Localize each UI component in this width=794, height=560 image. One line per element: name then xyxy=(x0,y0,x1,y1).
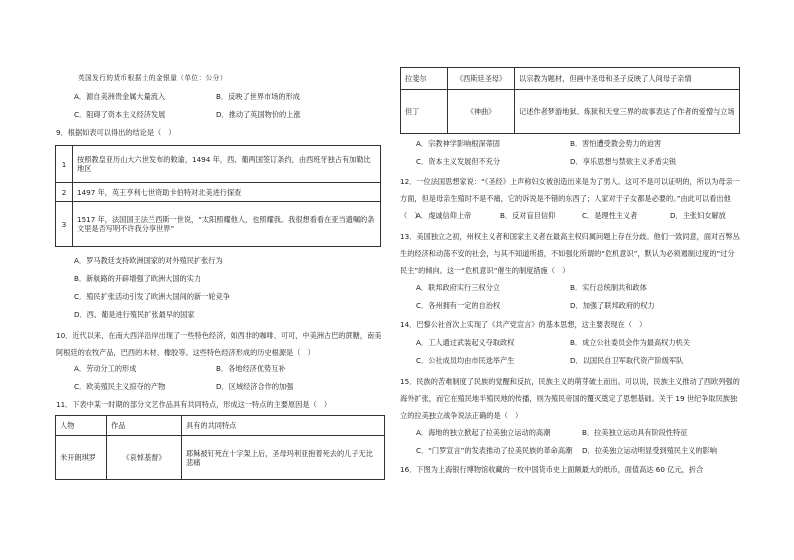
q11-feature: 耶稣被钉死在十字架上后，圣母玛利亚抱着死去的儿子无比悲痛 xyxy=(182,436,385,480)
q11-work: 《神曲》 xyxy=(448,90,515,134)
q11-person: 米开朗琪罗 xyxy=(56,436,107,480)
col-header-person: 人物 xyxy=(56,416,107,436)
q15-stem: 15．民族的苦难制度了民族的觉醒和反抗，民族主义的萌芽破土而出。可以说，民族主义推动了西欧列强的海外扩张，而它在殖民地半殖民地的传播，则为殖民帝国的覆灭奠定了思想基础。关于 19 世纪争取民族独立的拉美独立战争说法正确的是（ ） xyxy=(400,377,740,420)
table-row xyxy=(401,90,740,134)
q9-row-text: 按照教皇亚历山大六世发布的敕谕，1494 年，西、葡两国签订条约，由西班牙独占有加勒比地区 xyxy=(73,146,381,183)
q9-stem: 9．根据如表可以得出的结论是（ ） xyxy=(56,128,176,137)
col-header-feature: 具有的共同特点 xyxy=(182,416,385,436)
q11-feature: 以宗教为题材，但画中圣母和圣子反映了人间母子亲情 xyxy=(515,68,740,90)
q11-stem: 11．下表中某一时期的部分文艺作品具有共同特点，形成这一特点的主要原因是（ ） xyxy=(56,400,332,409)
q11-person: 但丁 xyxy=(401,90,448,134)
q12-option-b: B．反对盲目信仰 xyxy=(500,211,556,220)
q10-option-d: D．区域经济合作的加强 xyxy=(216,382,294,391)
q8-caption: 英国发行的货币根据士的金银量（单位：公分） xyxy=(78,74,227,82)
q15-option-a: A．海地的独立掀起了拉美独立运动的高潮 xyxy=(416,428,551,437)
q10-option-b: B．各地经济优势互补 xyxy=(216,364,286,373)
table-row xyxy=(56,183,381,202)
q12-stem: 12．一位法国思想家说：“《圣经》上声称妇女被创造出来是为了男人。这可不是可以证明的，所以为母亲一方面，但是母亲生殖时不是不痛，它的诉说是不错的东西了；人家对于子女都是必要的。”由此可以看出他（ ） xyxy=(400,177,740,220)
right-column xyxy=(400,0,794,560)
q9-option-c: C．殖民扩张活动引发了欧洲大国间的新一轮竞争 xyxy=(74,292,230,301)
q11-option-a: A．宗教神学影响根深蒂固 xyxy=(416,139,500,148)
q11-option-d: D．享乐思想与禁欲主义矛盾尖锐 xyxy=(570,157,677,166)
q13-option-b: B．实行总统制共和政体 xyxy=(570,283,647,292)
q14-option-c: C．公社成员均由市民选举产生 xyxy=(416,356,515,365)
q9-row-number: 1 xyxy=(56,146,73,183)
q14-option-b: B．成立公社委员会作为最高权力机关 xyxy=(570,338,690,347)
q10-option-c: C．欧美殖民主义掠夺的产物 xyxy=(74,382,166,391)
q9-option-b: B．新航路的开辟增强了欧洲大国的实力 xyxy=(74,274,202,283)
q15-option-d: D．拉美独立运动明显受到殖民主义的影响 xyxy=(582,446,717,455)
q11-option-b: B．害怕遭受教会势力的迫害 xyxy=(570,139,662,148)
q15-option-b: B．拉美独立运动具有阶段性特征 xyxy=(582,428,688,437)
q9-option-a: A．罗马教廷支持欧洲国家的对外殖民扩张行为 xyxy=(74,256,223,265)
q11-person: 拉斐尔 xyxy=(401,68,448,90)
q11-option-c: C．资本主义发展但不充分 xyxy=(416,157,501,166)
q10-option-a: A．劳动分工的形成 xyxy=(74,364,137,373)
q13-stem: 13．美国独立之初，州权主义者和国家主义者在最高主权归属问题上存在分歧。他们一致同意，面对百弊丛生的经济和动荡不安的社会，与其不知道所措，不如强化所谓的“危机意识”，默认为必须遏制过度的“过分民主”的倾向。这一“危机意识”催生的制度措施（ ） xyxy=(400,232,740,275)
table-row xyxy=(401,68,740,90)
q9-row-text: 1517 年，法国国王法兰西斯一世说，“太阳照耀他人，也照耀我。我很想看看在亚当遗嘱的条文里是否写明不许我分享世界” xyxy=(73,202,381,247)
table-row xyxy=(56,436,385,480)
q11-table-part2 xyxy=(400,67,740,134)
q16-stem: 16．下图为上海银行博物馆收藏的一枚中国货币史上面额最大的纸币，面值高达 60 亿元，折合 xyxy=(400,465,704,474)
q13-option-c: C．各州拥有一定的自治权 xyxy=(416,301,501,310)
q9-row-number: 3 xyxy=(56,202,73,247)
q11-work: 《西斯廷圣母》 xyxy=(448,68,515,90)
q11-work: 《哀悼基督》 xyxy=(107,436,182,480)
q8-option-c: C．阻碍了资本主义经济发展 xyxy=(74,110,166,119)
q14-stem: 14．巴黎公社首次上实现了《共产党宣言》的基本思想，这主要表现在（ ） xyxy=(400,320,647,329)
q13-option-a: A．联邦政府实行三权分立 xyxy=(416,283,500,292)
q8-option-d: D．推动了英国物价的上涨 xyxy=(216,110,301,119)
q9-row-number: 2 xyxy=(56,183,73,202)
q13-option-d: D．加强了联邦政府的权力 xyxy=(570,301,655,310)
col-header-work: 作品 xyxy=(107,416,182,436)
q14-option-a: A．工人通过武装起义夺取政权 xyxy=(416,338,515,347)
q9-table xyxy=(55,145,381,247)
q9-row-text: 1497 年，英王亨利七世资助卡伯特对北美进行探查 xyxy=(73,183,381,202)
q12-option-c: C．是理性主义者 xyxy=(582,211,638,220)
q9-option-d: D．西、葡是进行殖民扩张最早的国家 xyxy=(74,310,195,319)
table-row xyxy=(56,146,381,183)
q15-option-c: C．“门罗宣言”的发表推动了拉美民族的革命高潮 xyxy=(416,446,573,455)
q12-option-d: D．主张妇女解放 xyxy=(670,211,726,220)
q10-stem: 10．近代以来，在南大西洋沿岸出现了一些特色经济，如西非的咖啡、可可，中美洲古巴的蔗糖，南美阿根廷的农牧产品，巴西的木材、橡胶等。这些特色经济形成的历史根源是（ ） xyxy=(56,331,382,357)
table-row xyxy=(56,416,385,436)
q11-feature: 记述作者梦游地狱、炼狱和天堂三界的故事表达了作者的爱憎与立场 xyxy=(515,90,740,134)
q11-table-part1 xyxy=(55,415,385,480)
q8-option-a: A．源自美洲贵金属大量流入 xyxy=(74,92,166,101)
q14-option-d: D．以国民自卫军取代资产阶级军队 xyxy=(570,356,684,365)
q8-option-b: B．反映了世界市场的形成 xyxy=(216,92,300,101)
q12-option-a: A．虔诚信仰上帝 xyxy=(416,211,472,220)
table-row xyxy=(56,202,381,247)
